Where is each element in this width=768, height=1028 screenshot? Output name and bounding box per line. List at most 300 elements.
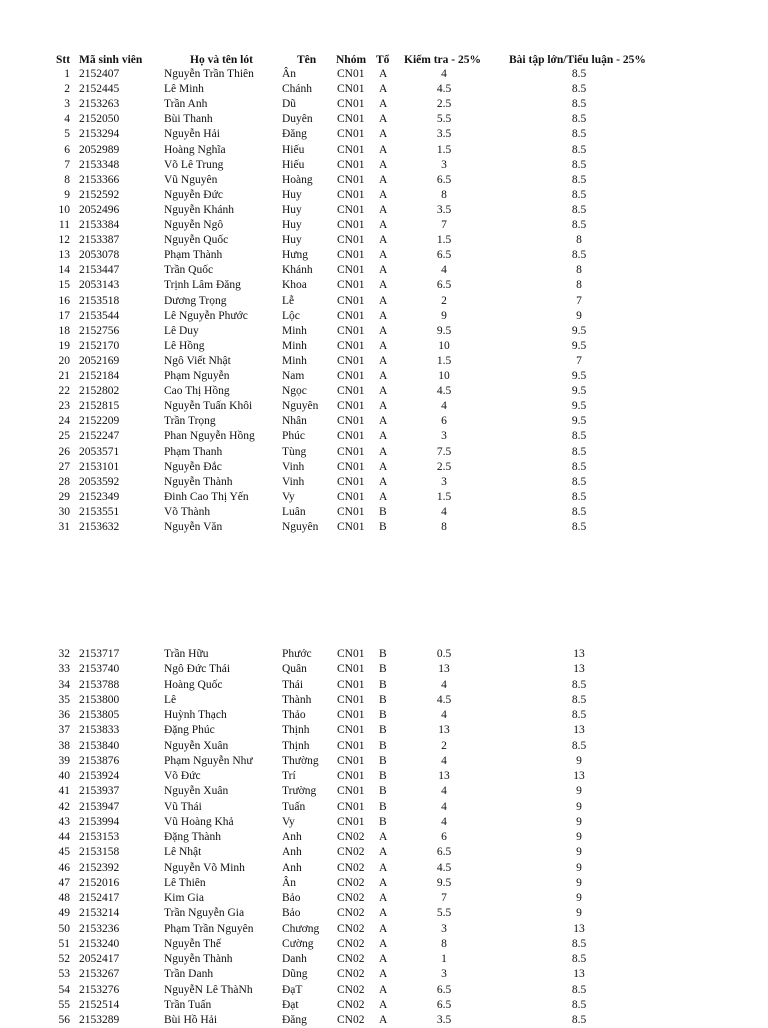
cell-test-score: 6.5 (436, 846, 452, 859)
cell-first-name: Bảo (282, 892, 301, 904)
cell-stt: 14 (58, 264, 70, 277)
cell-surname: Phạm Nguyễn Như (164, 754, 253, 767)
cell-surname: Phạm Thanh (164, 445, 223, 458)
cell-test-score: 8 (441, 937, 447, 950)
cell-group: CN01 (337, 203, 365, 216)
cell-group: CN01 (337, 505, 365, 518)
cell-stt: 33 (58, 663, 70, 676)
cell-group: CN01 (337, 770, 365, 782)
cell-test-score: 7 (441, 892, 447, 904)
cell-surname: Ngô Đức Thái (164, 663, 231, 676)
cell-assignment-score: 8.5 (571, 68, 587, 80)
cell-stt: 11 (58, 219, 70, 231)
cell-student-id: 2153740 (79, 663, 120, 676)
cell-surname: Lê Nguyễn Phước (164, 309, 248, 322)
cell-assignment-score: 8.5 (571, 460, 587, 473)
cell-student-id: 2153876 (79, 754, 120, 767)
cell-test-score: 2.5 (436, 460, 452, 473)
cell-assignment-score: 8.5 (571, 505, 587, 518)
table-row (0, 233, 768, 248)
table-row (0, 158, 768, 173)
cell-test-score: 4.5 (436, 693, 452, 706)
cell-team: A (379, 953, 388, 965)
cell-team: B (379, 663, 387, 676)
cell-test-score: 4.5 (436, 385, 452, 398)
cell-test-score: 6 (441, 415, 447, 428)
cell-test-score: 4 (441, 709, 447, 721)
cell-first-name: Dũ (282, 98, 297, 111)
cell-surname: Trần Quốc (164, 264, 214, 277)
cell-group: CN01 (337, 521, 365, 533)
cell-first-name: Minh (282, 324, 307, 337)
cell-surname: Phan Nguyễn Hồng (164, 430, 255, 443)
cell-first-name: Huy (282, 219, 302, 231)
cell-team: A (379, 861, 388, 874)
cell-team: B (379, 648, 387, 660)
cell-stt: 51 (58, 937, 70, 950)
cell-assignment-score: 9 (576, 907, 582, 920)
cell-surname: Nguyễn Đức (164, 188, 223, 201)
cell-first-name: Anh (282, 846, 302, 859)
cell-stt: 6 (64, 143, 70, 156)
cell-team: A (379, 279, 388, 292)
cell-group: CN01 (337, 173, 365, 186)
cell-group: CN01 (337, 815, 365, 828)
cell-group: CN01 (337, 354, 365, 367)
cell-surname: Trần Anh (164, 98, 208, 111)
table-row (0, 490, 768, 505)
header-stt: Stt (56, 54, 71, 66)
cell-stt: 12 (58, 234, 70, 247)
cell-surname: Võ Đức (164, 770, 201, 782)
cell-team: A (379, 264, 388, 277)
cell-student-id: 2153153 (79, 831, 120, 843)
table-row (0, 708, 768, 723)
cell-surname: Trần Danh (164, 968, 214, 981)
cell-group: CN01 (337, 678, 365, 691)
table-row (0, 369, 768, 384)
cell-student-id: 2152170 (79, 339, 120, 352)
cell-test-score: 4 (441, 505, 447, 518)
cell-surname: Nguyễn Ngô (164, 219, 224, 231)
cell-first-name: Vy (282, 815, 295, 828)
cell-stt: 44 (58, 831, 70, 843)
cell-assignment-score: 7 (576, 294, 582, 307)
cell-group: CN01 (337, 128, 365, 141)
cell-team: A (379, 968, 388, 981)
cell-surname: Trần Nguyễn Gia (164, 907, 245, 920)
cell-stt: 1 (64, 68, 70, 80)
cell-stt: 29 (58, 490, 70, 503)
table-row (0, 263, 768, 278)
table-row (0, 173, 768, 188)
cell-assignment-score: 8.5 (571, 693, 587, 706)
cell-first-name: Quân (282, 663, 307, 676)
cell-test-score: 2.5 (436, 98, 452, 111)
cell-team: A (379, 400, 388, 413)
cell-assignment-score: 8.5 (571, 113, 587, 126)
cell-stt: 39 (58, 754, 70, 767)
cell-group: CN01 (337, 709, 365, 721)
cell-group: CN01 (337, 754, 365, 767)
cell-group: CN01 (337, 385, 365, 398)
table-row (0, 309, 768, 324)
cell-stt: 41 (58, 785, 70, 798)
cell-assignment-score: 9.5 (571, 324, 587, 337)
cell-first-name: Ân (282, 876, 297, 889)
cell-team: B (379, 521, 387, 533)
cell-first-name: Hiếu (282, 143, 305, 156)
cell-student-id: 2152247 (79, 430, 120, 443)
cell-first-name: Thịnh (282, 739, 310, 752)
cell-stt: 37 (58, 724, 70, 737)
table-row (0, 429, 768, 444)
cell-student-id: 2152349 (79, 490, 120, 503)
cell-test-score: 3 (441, 922, 447, 935)
cell-assignment-score: 9.5 (571, 339, 587, 352)
cell-assignment-score: 9 (576, 800, 582, 813)
cell-stt: 22 (58, 385, 70, 398)
cell-student-id: 2153840 (79, 739, 120, 752)
cell-stt: 26 (58, 445, 70, 458)
cell-assignment-score: 8.5 (571, 475, 587, 488)
cell-assignment-score: 8.5 (571, 158, 587, 171)
cell-stt: 43 (58, 815, 70, 828)
cell-surname: Nguyễn Võ Minh (164, 861, 245, 874)
cell-group: CN02 (337, 831, 365, 843)
cell-test-score: 3 (441, 430, 447, 443)
cell-first-name: Trí (282, 770, 296, 782)
cell-team: A (379, 445, 388, 458)
cell-assignment-score: 8 (576, 279, 582, 292)
cell-group: CN01 (337, 475, 365, 488)
cell-assignment-score: 8.5 (571, 678, 587, 691)
cell-assignment-score: 8.5 (571, 739, 587, 752)
cell-stt: 10 (58, 203, 70, 216)
cell-team: A (379, 143, 388, 156)
cell-team: A (379, 98, 388, 111)
cell-surname: Nguyễn Xuân (164, 785, 229, 798)
cell-group: CN01 (337, 739, 365, 752)
cell-student-id: 2052169 (79, 354, 120, 367)
cell-test-score: 1.5 (436, 143, 452, 156)
cell-student-id: 2153632 (79, 521, 120, 533)
header-team: Tổ (376, 54, 390, 66)
table-row (0, 998, 768, 1013)
cell-assignment-score: 9 (576, 892, 582, 904)
cell-team: A (379, 385, 388, 398)
cell-first-name: Hiếu (282, 158, 305, 171)
cell-assignment-score: 8 (576, 234, 582, 247)
cell-group: CN01 (337, 324, 365, 337)
cell-surname: Đinh Cao Thị Yến (164, 490, 249, 503)
table-row (0, 339, 768, 354)
table-row (0, 1013, 768, 1028)
cell-team: A (379, 1014, 388, 1026)
cell-test-score: 3 (441, 158, 447, 171)
cell-test-score: 10 (438, 370, 450, 382)
cell-stt: 31 (58, 521, 70, 533)
cell-first-name: Cường (282, 937, 314, 950)
table-row (0, 354, 768, 369)
cell-test-score: 1 (441, 953, 447, 965)
cell-student-id: 2153994 (79, 815, 120, 828)
cell-first-name: Nguyên (282, 521, 319, 533)
cell-test-score: 6.5 (436, 173, 452, 186)
cell-assignment-score: 9.5 (571, 415, 587, 428)
cell-surname: Lê Nhật (164, 846, 202, 859)
table-row (0, 203, 768, 218)
cell-test-score: 6.5 (436, 998, 452, 1011)
cell-first-name: Thái (282, 678, 304, 691)
cell-first-name: Dũng (282, 968, 308, 981)
cell-first-name: Nhân (282, 415, 307, 428)
cell-group: CN01 (337, 430, 365, 443)
table-row (0, 967, 768, 982)
cell-first-name: Duyên (282, 113, 313, 126)
cell-team: A (379, 188, 388, 201)
cell-student-id: 2153267 (79, 968, 120, 981)
cell-group: CN02 (337, 892, 365, 904)
cell-assignment-score: 13 (573, 663, 585, 676)
cell-assignment-score: 9.5 (571, 385, 587, 398)
cell-student-id: 2153214 (79, 907, 120, 920)
cell-assignment-score: 9 (576, 876, 582, 889)
cell-assignment-score: 8.5 (571, 937, 587, 950)
cell-surname: Phạm Trần Nguyên (164, 922, 254, 935)
cell-group: CN01 (337, 400, 365, 413)
cell-assignment-score: 9 (576, 861, 582, 874)
cell-team: A (379, 460, 388, 473)
cell-student-id: 2153833 (79, 724, 120, 737)
cell-assignment-score: 8.5 (571, 219, 587, 231)
cell-test-score: 3 (441, 475, 447, 488)
table-row (0, 769, 768, 784)
cell-stt: 52 (58, 953, 70, 965)
cell-surname: Lê Minh (164, 83, 204, 96)
cell-group: CN02 (337, 907, 365, 920)
cell-surname: Dương Trọng (164, 294, 227, 307)
cell-surname: Bùi Thanh (164, 113, 213, 126)
cell-stt: 2 (64, 83, 70, 96)
cell-stt: 3 (64, 98, 70, 111)
cell-group: CN01 (337, 693, 365, 706)
cell-surname: Trịnh Lâm Đăng (164, 279, 241, 292)
cell-stt: 55 (58, 998, 70, 1011)
header-student-id: Mã sinh viên (79, 54, 143, 66)
header-test-score: Kiểm tra - 25% (404, 54, 481, 66)
table-row (0, 754, 768, 769)
cell-team: A (379, 249, 388, 262)
cell-group: CN02 (337, 968, 365, 981)
cell-surname: Nguyễn Thành (164, 953, 233, 965)
cell-first-name: Vinh (282, 475, 305, 488)
cell-student-id: 2152592 (79, 188, 120, 201)
cell-group: CN01 (337, 800, 365, 813)
cell-assignment-score: 13 (573, 724, 585, 737)
cell-first-name: Lễ (282, 294, 295, 307)
cell-test-score: 1.5 (436, 490, 452, 503)
cell-team: B (379, 724, 387, 737)
table-row (0, 723, 768, 738)
cell-assignment-score: 13 (573, 770, 585, 782)
cell-student-id: 2053571 (79, 445, 120, 458)
cell-team: A (379, 324, 388, 337)
cell-surname: Nguyễn Hải (164, 128, 220, 141)
cell-stt: 53 (58, 968, 70, 981)
cell-stt: 54 (58, 983, 70, 996)
table-row (0, 218, 768, 233)
cell-assignment-score: 8.5 (571, 521, 587, 533)
cell-test-score: 9.5 (436, 876, 452, 889)
cell-team: A (379, 415, 388, 428)
table-row (0, 861, 768, 876)
cell-group: CN01 (337, 158, 365, 171)
cell-student-id: 2152445 (79, 83, 120, 96)
cell-group: CN01 (337, 98, 365, 111)
cell-student-id: 2152815 (79, 400, 120, 413)
table-row (0, 143, 768, 158)
cell-student-id: 2153289 (79, 1014, 120, 1026)
cell-student-id: 2153101 (79, 460, 120, 473)
cell-group: CN01 (337, 460, 365, 473)
cell-student-id: 2053592 (79, 475, 120, 488)
cell-group: CN01 (337, 279, 365, 292)
cell-test-score: 7.5 (436, 445, 452, 458)
cell-surname: Lê Hồng (164, 339, 205, 352)
cell-assignment-score: 8.5 (571, 188, 587, 201)
cell-surname: Lê Duy (164, 324, 199, 337)
table-row (0, 784, 768, 799)
cell-student-id: 2152802 (79, 385, 120, 398)
cell-team: A (379, 831, 388, 843)
table-row (0, 278, 768, 293)
cell-assignment-score: 9 (576, 309, 582, 322)
cell-team: A (379, 203, 388, 216)
cell-test-score: 3.5 (436, 203, 452, 216)
cell-team: A (379, 173, 388, 186)
table-row (0, 414, 768, 429)
cell-test-score: 4 (441, 678, 447, 691)
cell-group: CN01 (337, 294, 365, 307)
cell-assignment-score: 8.5 (571, 83, 587, 96)
cell-test-score: 10 (438, 339, 450, 352)
cell-group: CN01 (337, 309, 365, 322)
table-row (0, 647, 768, 662)
cell-student-id: 2153276 (79, 983, 120, 996)
cell-surname: Nguyễn Đắc (164, 460, 222, 473)
cell-test-score: 4 (441, 800, 447, 813)
table-row (0, 445, 768, 460)
cell-test-score: 6.5 (436, 983, 452, 996)
cell-team: B (379, 800, 387, 813)
cell-stt: 46 (58, 861, 70, 874)
table-row (0, 937, 768, 952)
cell-team: B (379, 815, 387, 828)
header-group: Nhóm (336, 54, 367, 66)
table-header (0, 53, 768, 68)
cell-student-id: 2153518 (79, 294, 120, 307)
cell-student-id: 2153551 (79, 505, 120, 518)
cell-stt: 42 (58, 800, 70, 813)
cell-stt: 19 (58, 339, 70, 352)
table-row (0, 82, 768, 97)
cell-test-score: 5.5 (436, 113, 452, 126)
cell-student-id: 2152209 (79, 415, 120, 428)
cell-test-score: 4 (441, 785, 447, 798)
cell-assignment-score: 8.5 (571, 98, 587, 111)
cell-surname: Võ Lê Trung (164, 158, 224, 171)
cell-first-name: Minh (282, 354, 307, 367)
cell-student-id: 2152407 (79, 68, 120, 80)
table-row (0, 678, 768, 693)
cell-stt: 56 (58, 1014, 70, 1026)
cell-assignment-score: 8.5 (571, 998, 587, 1011)
cell-group: CN01 (337, 445, 365, 458)
cell-surname: NguyễN Lê ThàNh (164, 983, 253, 996)
cell-test-score: 6 (441, 831, 447, 843)
cell-group: CN01 (337, 648, 365, 660)
cell-group: CN02 (337, 922, 365, 935)
cell-first-name: Chương (282, 922, 320, 935)
cell-first-name: Luân (282, 505, 306, 518)
cell-student-id: 2052989 (79, 143, 120, 156)
cell-student-id: 2153263 (79, 98, 120, 111)
cell-stt: 34 (58, 678, 70, 691)
cell-test-score: 6.5 (436, 249, 452, 262)
cell-assignment-score: 7 (576, 354, 582, 367)
cell-first-name: Thảo (282, 709, 306, 721)
cell-assignment-score: 8.5 (571, 709, 587, 721)
cell-team: A (379, 83, 388, 96)
cell-surname: Đặng Phúc (164, 724, 215, 737)
cell-stt: 24 (58, 415, 70, 428)
cell-assignment-score: 8.5 (571, 430, 587, 443)
cell-test-score: 13 (438, 663, 450, 676)
cell-student-id: 2052417 (79, 953, 120, 965)
cell-first-name: Khánh (282, 264, 313, 277)
cell-stt: 8 (64, 173, 70, 186)
cell-assignment-score: 8.5 (571, 249, 587, 262)
table-row (0, 505, 768, 520)
cell-group: CN02 (337, 998, 365, 1011)
cell-group: CN02 (337, 983, 365, 996)
table-row (0, 475, 768, 490)
cell-first-name: Thịnh (282, 724, 310, 737)
cell-stt: 40 (58, 770, 70, 782)
cell-student-id: 2153788 (79, 678, 120, 691)
table-row (0, 248, 768, 263)
cell-surname: Vũ Nguyên (164, 173, 218, 186)
cell-first-name: Thường (282, 754, 319, 767)
cell-team: A (379, 113, 388, 126)
cell-team: A (379, 922, 388, 935)
cell-stt: 20 (58, 354, 70, 367)
cell-stt: 15 (58, 279, 70, 292)
cell-group: CN01 (337, 724, 365, 737)
cell-surname: Hoàng Nghĩa (164, 143, 226, 156)
cell-surname: Lê (164, 693, 177, 706)
header-first-name: Tên (297, 54, 317, 66)
header-assignment-score: Bài tập lớn/Tiểu luận - 25% (509, 54, 646, 66)
cell-first-name: Khoa (282, 279, 307, 292)
cell-stt: 47 (58, 876, 70, 889)
cell-test-score: 3 (441, 968, 447, 981)
cell-stt: 38 (58, 739, 70, 752)
cell-first-name: Ngọc (282, 385, 307, 398)
cell-test-score: 1.5 (436, 234, 452, 247)
cell-assignment-score: 9 (576, 754, 582, 767)
